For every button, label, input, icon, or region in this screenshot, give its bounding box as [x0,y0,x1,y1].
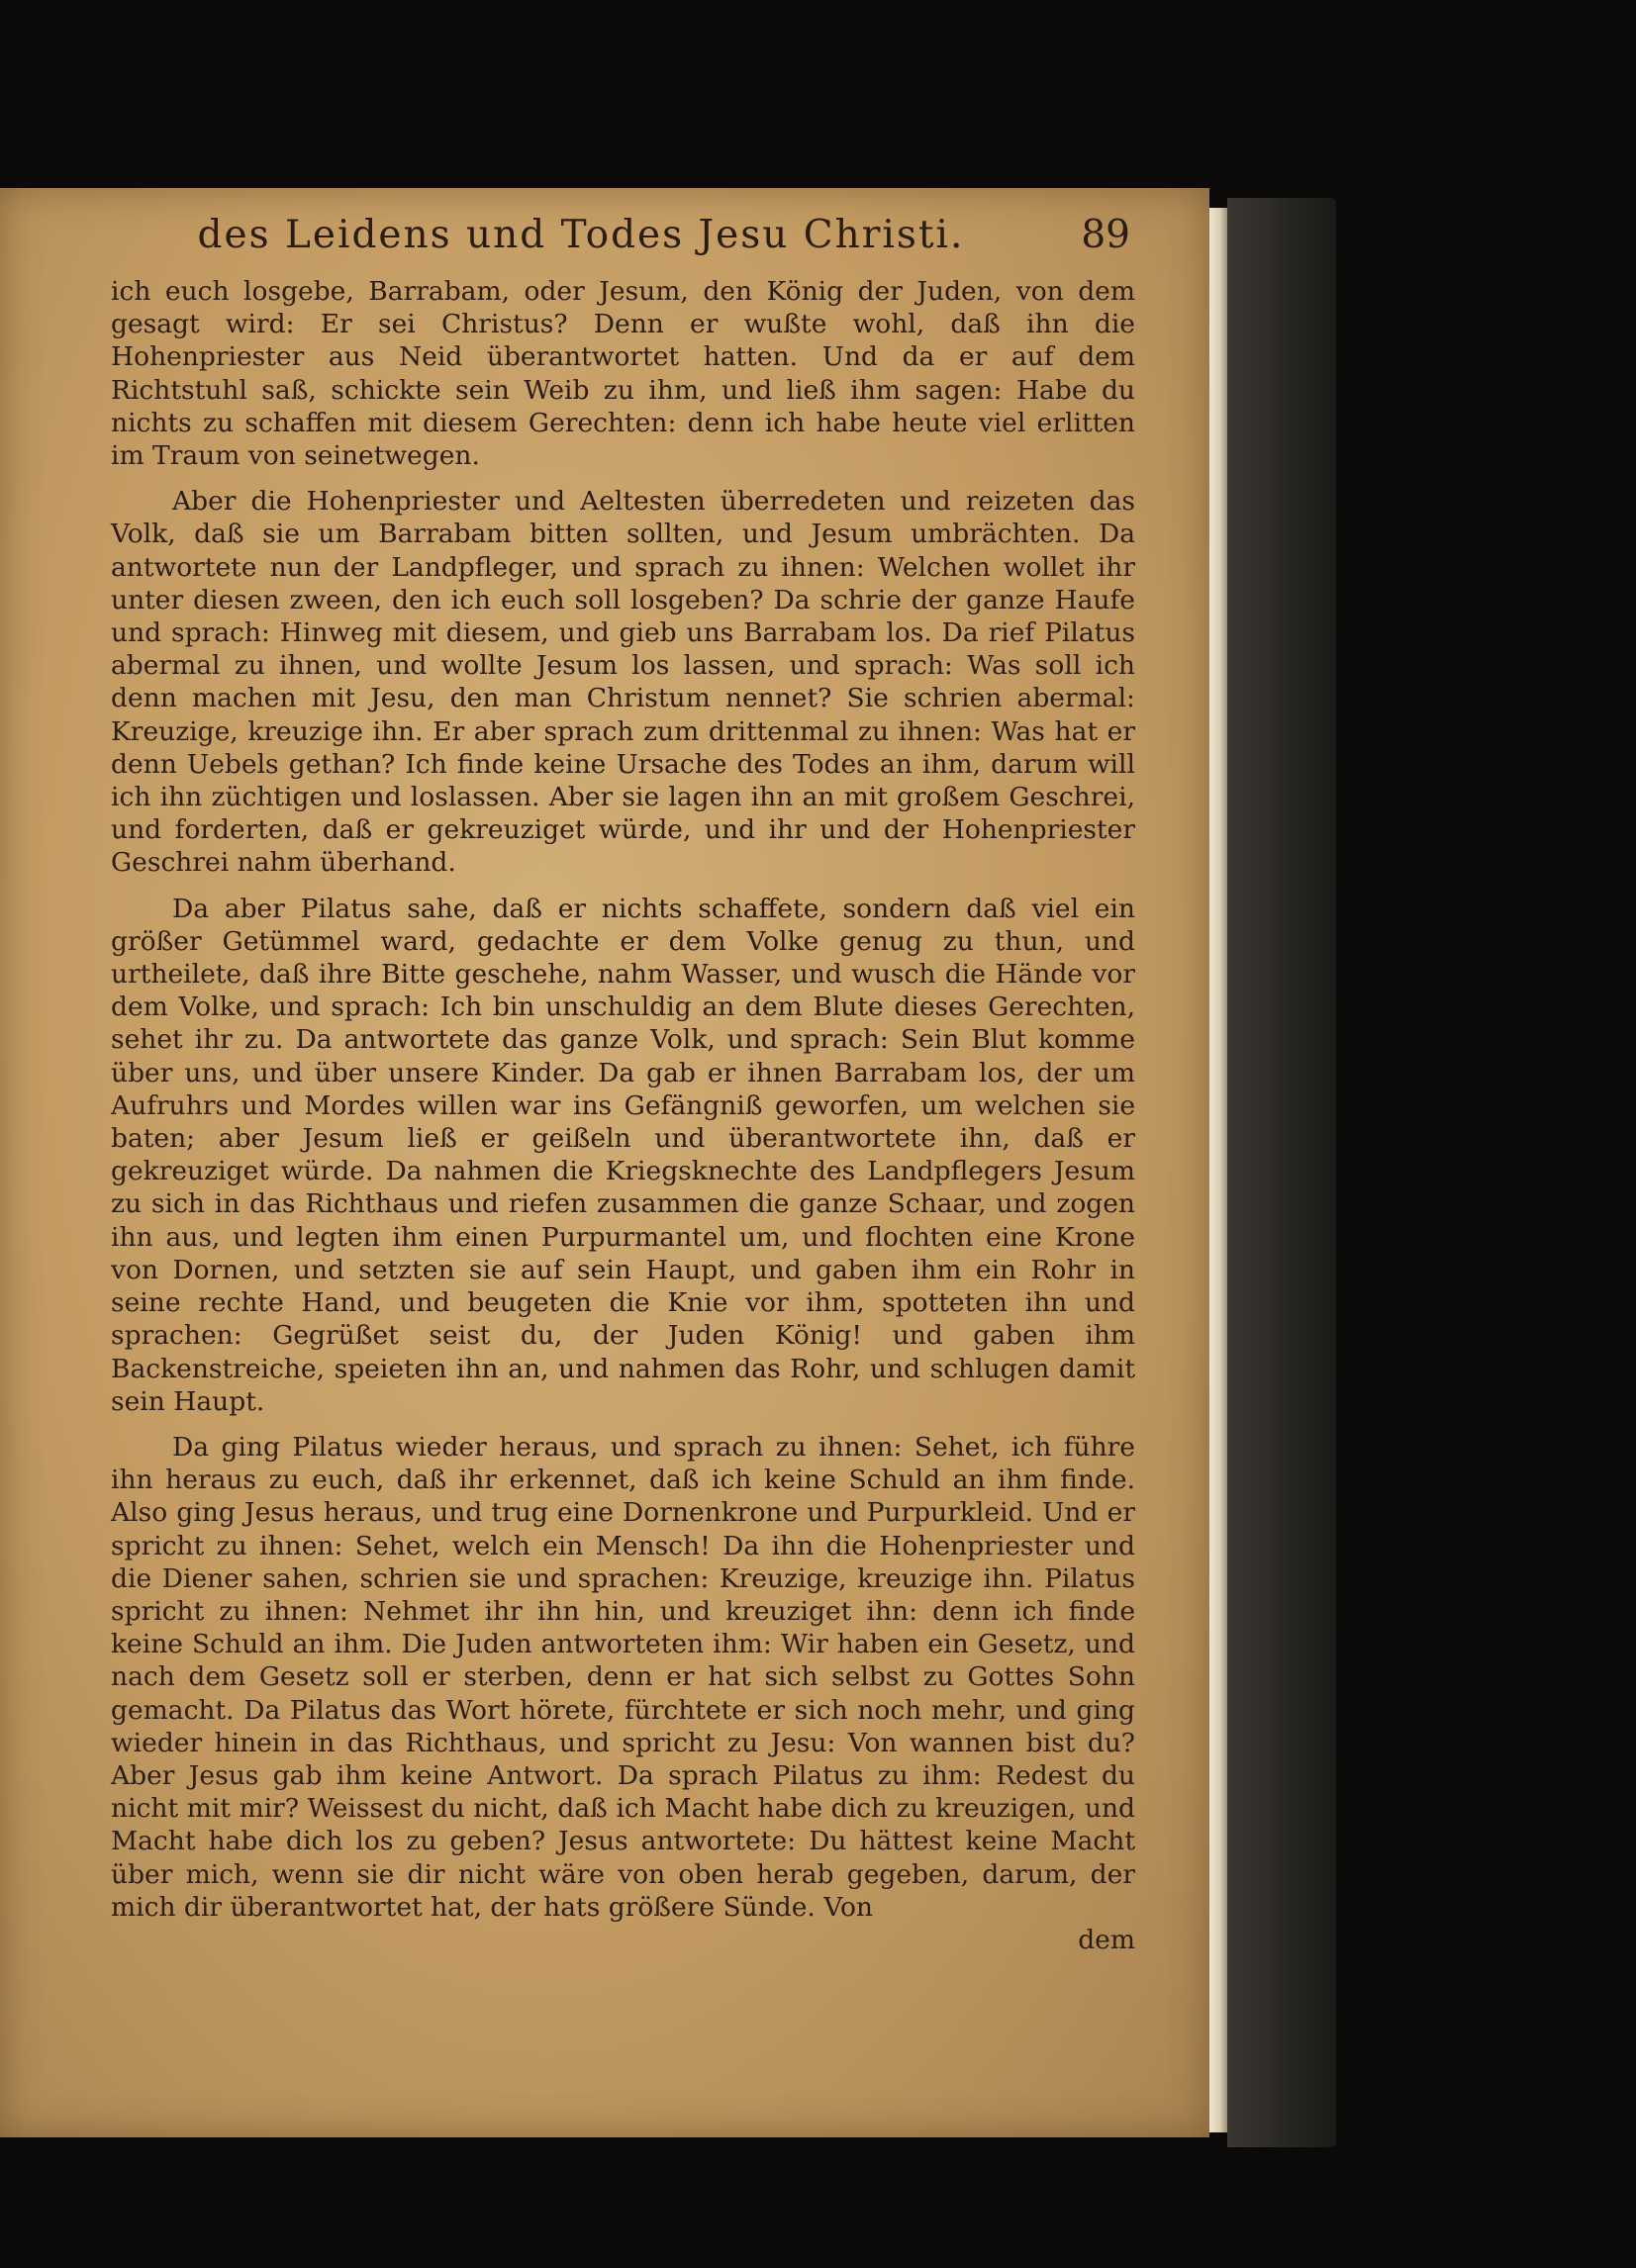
page-number: 89 [1081,213,1130,257]
body-text [111,275,1135,1956]
paragraph-2: Aber die Hohenpriester und Aeltesten überredeten und reizeten das Volk, daß sie um Barrabam bitten sollten, und Jesum umbrächten. Da antwortete nun der Landpfleger, und sprach zu ihnen: Welchen wollet ihr unter diesen zween, den ich euch soll losgeben? Da schrie der ganze Haufe und sprach: Hinweg mit diesem, und gieb uns Barrabam los. Da rief Pilatus abermal zu ihnen, und wollte Jesum los lassen, und sprach: Was soll ich denn machen mit Jesu, den man Christum nennet? Sie schrien abermal: Kreuzige, kreuzige ihn. Er aber sprach zum drittenmal zu ihnen: Was hat er denn Uebels gethan? Ich finde keine Ursache des Todes an ihm, darum will ich ihn züchtigen und loslassen. Aber sie lagen ihn an mit großem Geschrei, und forderten, daß er gekreuziget würde, und ihr und der Hohenpriester Geschrei nahm überhand. [111,486,1135,879]
page-header [111,208,1130,257]
book-cover [1227,198,1336,2147]
catchword: dem [1078,1924,1135,1955]
running-title: des Leidens und Todes Jesu Christi. [197,213,965,257]
paragraph-3: Da aber Pilatus sahe, daß er nichts schaffete, sondern daß viel ein größer Getümmel ward, gedachte er dem Volke genug zu thun, und urtheilete, daß ihre Bitte geschehe, nahm Wasser, und wusch die Hände vor dem Volke, und sprach: Ich bin unschuldig an dem Blute dieses Gerechten, sehet ihr zu. Da antwortete das ganze Volk, und sprach: Sein Blut komme über uns, und über unsere Kinder. Da gab er ihnen Barrabam los, der um Aufruhrs und Mordes willen war ins Gefängniß geworfen, um welchen sie baten; aber Jesum ließ er geißeln und überantwortete ihn, daß er gekreuziget würde. Da nahmen die Kriegsknechte des Landpflegers Jesum zu sich in das Richthaus und riefen zusammen die ganze Schaar, und zogen ihn aus, und legten ihm einen Purpurmantel um, und flochten eine Krone von Dornen, und setzten sie auf sein Haupt, und gaben ihm ein Rohr in seine rechte Hand, und beugeten die Knie vor ihm, spotteten ihn und sprachen: Gegrüßet seist du, der Juden König! und gaben ihm Backenstreiche, speieten ihn an, und nahmen das Rohr, und schlugen damit sein Haupt. [111,893,1135,1417]
paragraph-1: ich euch losgebe, Barrabam, oder Jesum, den König der Juden, von dem gesagt wird: Er sei Christus? Denn er wußte wohl, daß ihn die Hohenpriester aus Neid überantwortet hatten. Und da er auf dem Richtstuhl saß, schickte sein Weib zu ihm, und ließ ihm sagen: Habe du nichts zu schaffen mit diesem Gerechten: denn ich habe heute viel erlitten im Traum von seinetwegen. [111,276,1135,472]
paragraph-4: Da ging Pilatus wieder heraus, und sprach zu ihnen: Sehet, ich führe ihn heraus zu euch, daß ihr erkennet, daß ich keine Schuld an ihm finde. Also ging Jesus heraus, und trug eine Dornenkrone und Purpurkleid. Und er spricht zu ihnen: Sehet, welch ein Mensch! Da ihn die Hohenpriester und die Diener sahen, schrien sie und sprachen: Kreuzige, kreuzige ihn. Pilatus spricht zu ihnen: Nehmet ihr ihn hin, und kreuziget ihn: denn ich finde keine Schuld an ihm. Die Juden antworteten ihm: Wir haben ein Gesetz, und nach dem Gesetz soll er sterben, denn er hat sich selbst zu Gottes Sohn gemacht. Da Pilatus das Wort hörete, fürchtete er sich noch mehr, und ging wieder hinein in das Richthaus, und spricht zu Jesu: Von wannen bist du? Aber Jesus gab ihm keine Antwort. Da sprach Pilatus zu ihm: Redest du nicht mit mir? Weissest du nicht, daß ich Macht habe dich zu kreuzigen, und Macht habe dich los zu geben? Jesus antwortete: Du hättest keine Macht über mich, wenn sie dir nicht wäre von oben herab gegeben, darum, der mich dir überantwortet hat, der hats größere Sünde. Von [111,1431,1135,1923]
page-edges [1209,208,1227,2132]
